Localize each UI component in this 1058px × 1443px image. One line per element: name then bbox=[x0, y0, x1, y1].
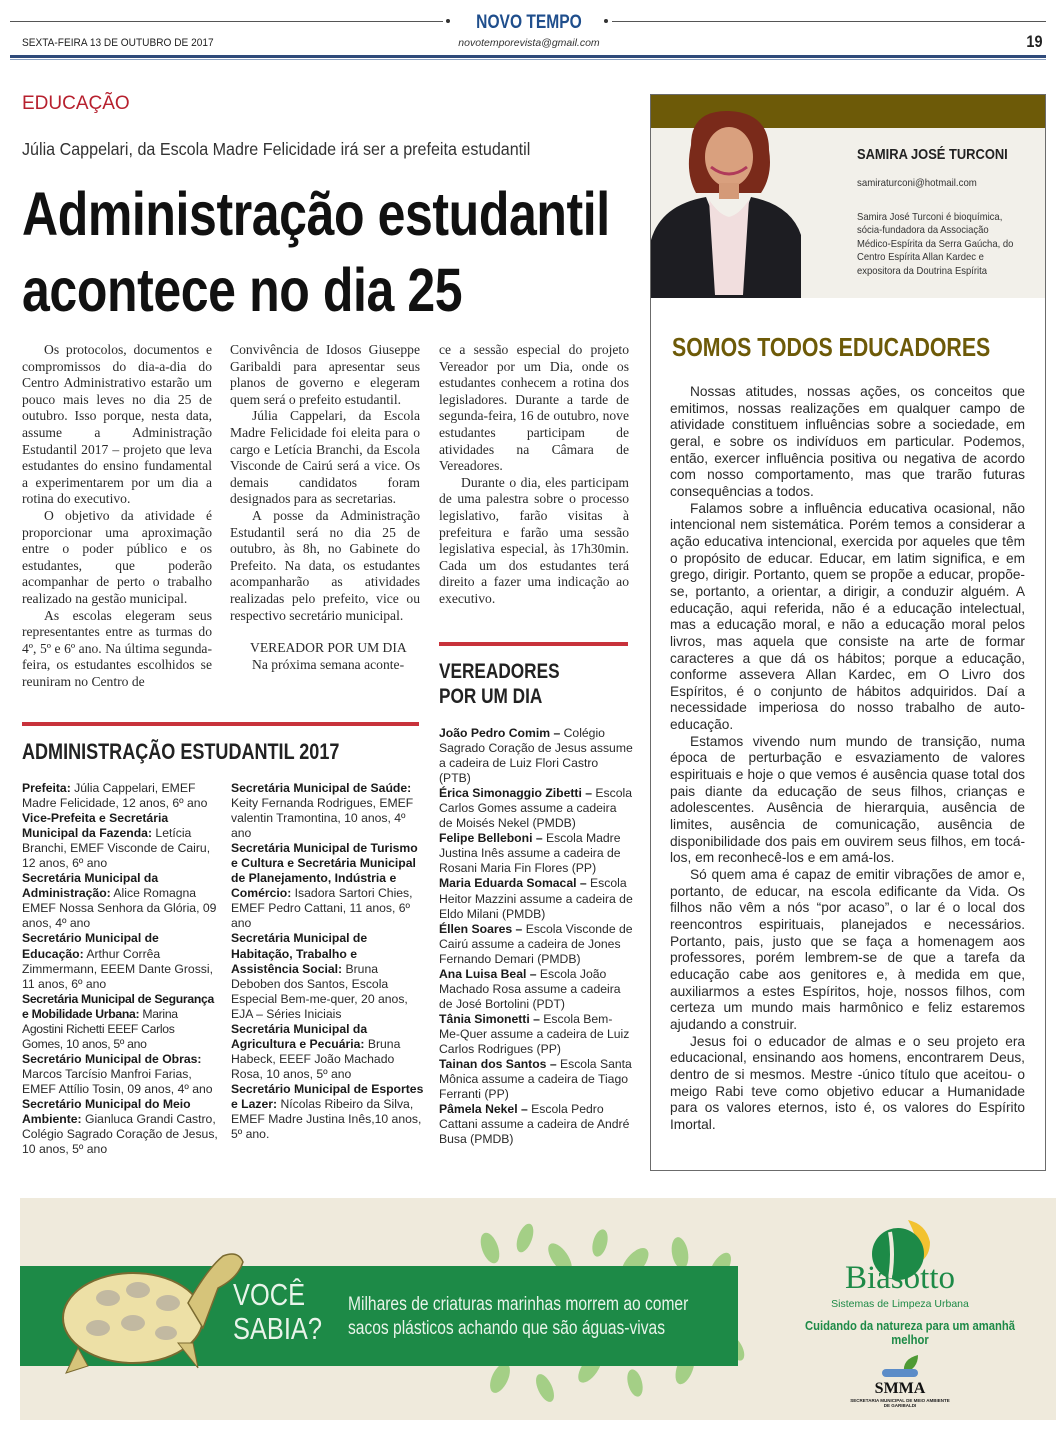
brand-slogan: Cuidando da natureza para um amanhã melhor bbox=[804, 1319, 1016, 1347]
list-item: Secretário Municipal de Esportes e Lazer: Nícolas Ribeiro da Silva, EMEF Madre Justina Inês,10 anos, 5º ano. bbox=[231, 1081, 424, 1142]
article-column-2 bbox=[230, 342, 420, 673]
paragraph: Os protocolos, documentos e compromissos do dia-a-dia do Centro Administrativo estarão um pouco mais leves no dia 25 de outubro. Isso porque, nesta data, assume a Administração Estudantil 2017 – projeto que leva estudantes do ensino fundamental a experimentarem por um dia a rotina do executivo. bbox=[22, 342, 212, 507]
admin-list-col-1 bbox=[22, 781, 218, 1157]
column-body bbox=[670, 384, 1025, 1134]
turtle-icon bbox=[48, 1248, 248, 1378]
list-item: Prefeita: Júlia Cappelari, EMEF Madre Felicidade, 12 anos, 6º ano bbox=[22, 781, 208, 811]
paragraph: A posse da Administração Estudantil será no dia 25 de outubro, às 8h, no Gabinete do Prefeito. Na data, os estudantes acompanharão as atividades realizadas pelo prefeito, vice ou respectivo secretário municipal. bbox=[230, 507, 420, 623]
vereadores-box-title: VEREADORES POR UM DIA bbox=[439, 660, 560, 708]
admin-box-rule bbox=[22, 722, 419, 726]
vereadores-list bbox=[439, 726, 633, 1147]
masthead-rule-thin bbox=[10, 59, 1046, 60]
paragraph: Jesus foi o educador de almas e o seu projeto era educacional, ensinando aos homens, encontrarem Deus, dentro de si mesmos. Mestre -único título que aceitou- o meigo Rabi teve como objetivo educar a Humanidade para os valores eternos, isto é, os valores do Espírito Imortal. bbox=[670, 1033, 1025, 1132]
list-item: Secretária Municipal de Saúde: Keity Fernanda Rodrigues, EMEF valentin Tramontina, 10 anos, 4º ano bbox=[231, 781, 414, 841]
masthead-rule bbox=[10, 55, 1046, 58]
paragraph: Só quem ama é capaz de emitir vibrações de amor e, portanto, de educar, na escola edificante da Vida. Os filhos não vêm a nós “por acaso”, o lar é o local dos reencontros espirituais, planejados e necessários. Portanto, pais, justo que se faça a homenagem aos professores, porém lembrem-se de que a tarefa da educação cabe aos genitores e, à medida em que, auxiliarmos a estes Espíritos, hoje, nossos filhos, com certeza um mundo mais harmônico e feliz estaremos ajudando a construir. bbox=[670, 867, 1025, 1032]
partner-name: SMMA bbox=[874, 1380, 926, 1397]
author-portrait-icon bbox=[651, 105, 801, 298]
paragraph: Convivência de Idosos Giuseppe Garibaldi para apresentar seus planos de governo e elegeram quem será o prefeito estudantil. bbox=[230, 342, 420, 407]
article-headline bbox=[22, 176, 610, 328]
paragraph: Estamos vivendo num mundo de transição, numa época de perturbação e esvaziamento de valores espirituais e hoje o que vemos é ausência quase total dos pais diante da educação de seus filhos, crianças e adolescentes. Ausência de hierarquia, ausência de limites, ausência de comunicação, ausência de disponibilidade dos pais em ouvirem seus filhos, em tocá-los, em reconhecê-los e em amá-los. bbox=[670, 733, 1025, 866]
list-item: Tânia Simonetti – Escola Bem-Me-Quer assume a cadeira de Luiz Carlos Rodrigues (PP) bbox=[439, 1011, 630, 1056]
paragraph: O objetivo da atividade é proporcionar uma aproximação entre o poder público e os estudantes, que poderão acompanhar de perto o trabalho realizado na gestão municipal. bbox=[22, 507, 212, 606]
column-title: SOMOS TODOS EDUCADORES bbox=[672, 332, 991, 362]
vereadores-box-rule bbox=[439, 642, 628, 646]
list-item: Secretária Municipal de Segurança e Mobilidade Urbana: Marina Agostini Richetti EEEF Carlos Gomes, 10 anos, 5º ano bbox=[22, 991, 214, 1051]
list-item: Ana Luisa Beal – Escola João Machado Rosa assume a cadeira de José Bortolini (PDT) bbox=[439, 966, 621, 1011]
headline-line-1: Administração estudantil bbox=[22, 180, 610, 248]
smma-badge bbox=[882, 1369, 918, 1377]
ad-question: VOCÊ SABIA? bbox=[233, 1277, 323, 1346]
section-label: EDUCAÇÃO bbox=[22, 93, 130, 114]
paragraph: As escolas elegeram seus representantes entre as turmas do 4º, 5º e 6º ano. Na última segunda-feira, os estudantes escolhidos se reuniram no Centro de bbox=[22, 607, 212, 689]
paragraph: Falamos sobre a influência educativa ocasional, não intencional nem sistemática. Porém temos a considerar a ação educativa intencional, exercida por aqueles que têm o propósito de educar. Educar, em latim significa, e em grego, dirigir. Portanto, quem se propõe a educar, propõe-se, portanto, a orientar, a dirigir, a conduzir alguém. A educação, aqui referida, não é a educação intelectual, mas a educação moral, e não a educação moral pelos livros, mas aquela que consiste na arte de formar caracteres a que dá os hábitos; porque a educação, conforme assevera Allan Kardec, em O Livro dos Espíritos, é o conjunto de hábitos adquiridos. Daí a necessidade imperiosa do nosso trabalho de auto-educação. bbox=[670, 500, 1025, 733]
author-email[interactable]: samiraturconi@hotmail.com bbox=[857, 177, 977, 189]
paragraph: Na próxima semana aconte- bbox=[252, 656, 405, 672]
admin-list-col-2 bbox=[231, 781, 427, 1142]
author-photo bbox=[651, 105, 801, 298]
paragraph: Júlia Cappelari, da Escola Madre Felicidade foi eleita para o cargo e Letícia Branchi, da Escola Visconde de Cairú será a vice. Os demais candidatos foram designados para as secretarias. bbox=[230, 408, 420, 507]
list-item: Pâmela Nekel – Escola Pedro Cattani assume a cadeira de André Busa (PMDB) bbox=[439, 1102, 630, 1147]
page-number: 19 bbox=[1026, 32, 1043, 51]
headline-line-2: acontece no dia 25 bbox=[22, 256, 463, 324]
list-item: Tainan dos Santos – Escola Santa Mônica assume a cadeira de Tiago Ferranti (PP) bbox=[439, 1057, 632, 1102]
admin-box-title: ADMINISTRAÇÃO ESTUDANTIL 2017 bbox=[22, 739, 340, 764]
brand-subtitle: Sistemas de Limpeza Urbana bbox=[831, 1298, 969, 1310]
list-item: Secretário Municipal de Obras: Marcos Tarcísio Manfroi Farias, EMEF Attílio Tosin, 09 anos, 4º ano bbox=[22, 1051, 213, 1096]
issue-date: SEXTA-FEIRA 13 DE OUTUBRO DE 2017 bbox=[22, 37, 214, 49]
paragraph: ce a sessão especial do projeto Vereador por um Dia, onde os estudantes conhecem a rotina dos legisladores. Durante a tarde de segunda-feira, 16 de outubro, nove estudantes participam de atividades na Câmara de Vereadores. bbox=[439, 342, 629, 474]
list-item: Felipe Belleboni – Escola Madre Justina Inês assume a cadeira de Rosani Maria Fin Flores (PP) bbox=[439, 831, 621, 876]
article-column-1 bbox=[22, 342, 212, 690]
list-item: Secretária Municipal de Turismo e Cultura e Secretária Municipal de Planejamento, Indústria e Comércio: Isadora Sartori Chies, EMEF Pedro Cattani, 11 anos, 6º ano bbox=[231, 841, 418, 931]
list-item: Secretário Municipal de Educação: Arthur Corrêa Zimmermann, EEEM Dante Grossi, 11 anos, 6º ano bbox=[22, 931, 213, 991]
partner-subtitle: SECRETARIA MUNICIPAL DE MEIO AMBIENTE DE GARIBALDI bbox=[850, 1398, 950, 1408]
list-item: Secretária Municipal da Administração: Alice Romagna EMEF Nossa Senhora da Glória, 09 anos, 4º ano bbox=[22, 871, 217, 931]
list-item: Maria Eduarda Somacal – Escola Heitor Mazzini assume a cadeira de Eldo Milani (PMDB) bbox=[439, 876, 633, 921]
list-item: Secretária Municipal da Agricultura e Pecuária: Bruna Habeck, EEEF João Machado Rosa, 10 anos, 5º ano bbox=[231, 1021, 401, 1081]
list-item: Secretária Municipal de Habitação, Trabalho e Assistência Social: Bruna Deboben dos Santos, Escola Especial Bem-me-quer, 20 anos, EJA – Séries Iniciais bbox=[231, 931, 408, 1021]
ad-fact: Milhares de criaturas marinhas morrem ao comer sacos plásticos achando que são águas-vivas bbox=[348, 1294, 689, 1339]
intertitle: VEREADOR POR UM DIA bbox=[250, 640, 407, 656]
list-item: Vice-Prefeita e Secretária Municipal da Fazenda: Letícia Branchi, EMEF Visconde de Cairu, 12 anos, 6º ano bbox=[22, 811, 211, 871]
list-item: Éllen Soares – Escola Visconde de Cairú assume a cadeira de Jones Fernando Demari (PMDB) bbox=[439, 921, 633, 966]
list-item: Érica Simonaggio Zibetti – Escola Carlos Gomes assume a cadeira de Moisés Nekel (PMDB) bbox=[439, 786, 633, 831]
paragraph: Nossas atitudes, nossas ações, os conceitos que emitimos, nossas realizações em qualquer campo de atividade constituem influências sobre a sociedade, em geral, e sobre os indivíduos em particular. Podemos, então, exercer influência positiva ou negativa de acordo com nosso comportamento, mas que trarão futuras consequências a todos. bbox=[670, 384, 1025, 499]
brand-name: Biasotto bbox=[844, 1260, 955, 1296]
list-item: João Pedro Comim – Colégio Sagrado Coração de Jesus assume a cadeira de Luiz Flori Castro (PTB) bbox=[439, 726, 633, 786]
advertisement[interactable] bbox=[20, 1198, 1056, 1420]
article-column-3 bbox=[439, 342, 629, 608]
author-bio: Samira José Turconi é bioquímica, sócia-fundadora da Associação Médico-Espírita da Serra Gaúcha, do Centro Espírita Allan Kardec e expositora da Doutrina Espírita bbox=[857, 212, 1014, 277]
newspaper-title: NOVO TEMPO bbox=[476, 12, 582, 33]
paragraph: Durante o dia, eles participam de uma palestra sobre o processo legislativo, farão visitas à prefeitura e farão uma sessão legislativa especial, às 17h30min. Cada um dos estudantes terá direito a fazer uma indicação ao executivo. bbox=[439, 474, 629, 606]
article-subhead: Júlia Cappelari, da Escola Madre Felicidade irá ser a prefeita estudantil bbox=[22, 139, 531, 159]
list-item: Secretário Municipal do Meio Ambiente: Gianluca Grandi Castro, Colégio Sagrado Coração de Jesus, 10 anos, 5º ano bbox=[22, 1096, 218, 1157]
author-name: SAMIRA JOSÉ TURCONI bbox=[857, 146, 1008, 163]
newspaper-email: novotemporevista@gmail.com bbox=[458, 37, 600, 49]
